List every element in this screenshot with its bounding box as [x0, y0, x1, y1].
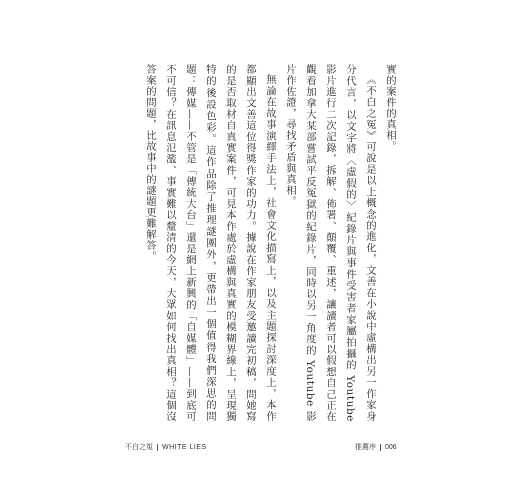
paragraph: 實的案件的真相。: [384, 64, 396, 152]
paragraph: 《不白之冤》可說是以上概念的進化，文善在小說中虛構出另一作家身分代言，以文字將〈虛假的〉紀錄片與事件受害者家屬拍攝的 Youtube 影片進行二次記錄，拆解、佈署、顛覆、重述，讓讀者可以假想自己正在觀看加拿大某部嘗試平反冤獄的紀錄片，同時以另一角度的 Youtube 影片作佐證，尋找矛盾與真相。: [284, 64, 376, 422]
footer-separator: [380, 444, 381, 451]
section-folio: [355, 442, 397, 452]
body-text: [140, 64, 400, 422]
paragraph: 無論在故事演繹手法上，社會文化描寫上，以及主題探討深度上，本作都顯出文善這位得獎作家的功力。據說在作家朋友受邀讀完初稿，問她寫的是否取材自真實案件，可見本作處於虛構與真實的模糊界線上，呈現獨特的後設色彩。這作品除了推理謎團外，更帶出一個值得我們深思的問題：傳媒——不管是「傳統大台」還是網上新興的「自媒體」——到底可不可信？在訊息氾濫、事實難以釐清的今天，大眾如何找出真相？這個沒答案的問題，比故事中的謎題更難解答。: [144, 64, 276, 422]
running-title: [125, 442, 207, 452]
footer-separator: [157, 444, 158, 451]
page-footer: [0, 440, 520, 456]
page-number: 006: [385, 443, 397, 451]
section-label: 推薦序: [355, 444, 376, 451]
book-title-en: WHITE LIES: [162, 443, 207, 451]
book-title-cn: 不白之冤: [125, 444, 153, 451]
